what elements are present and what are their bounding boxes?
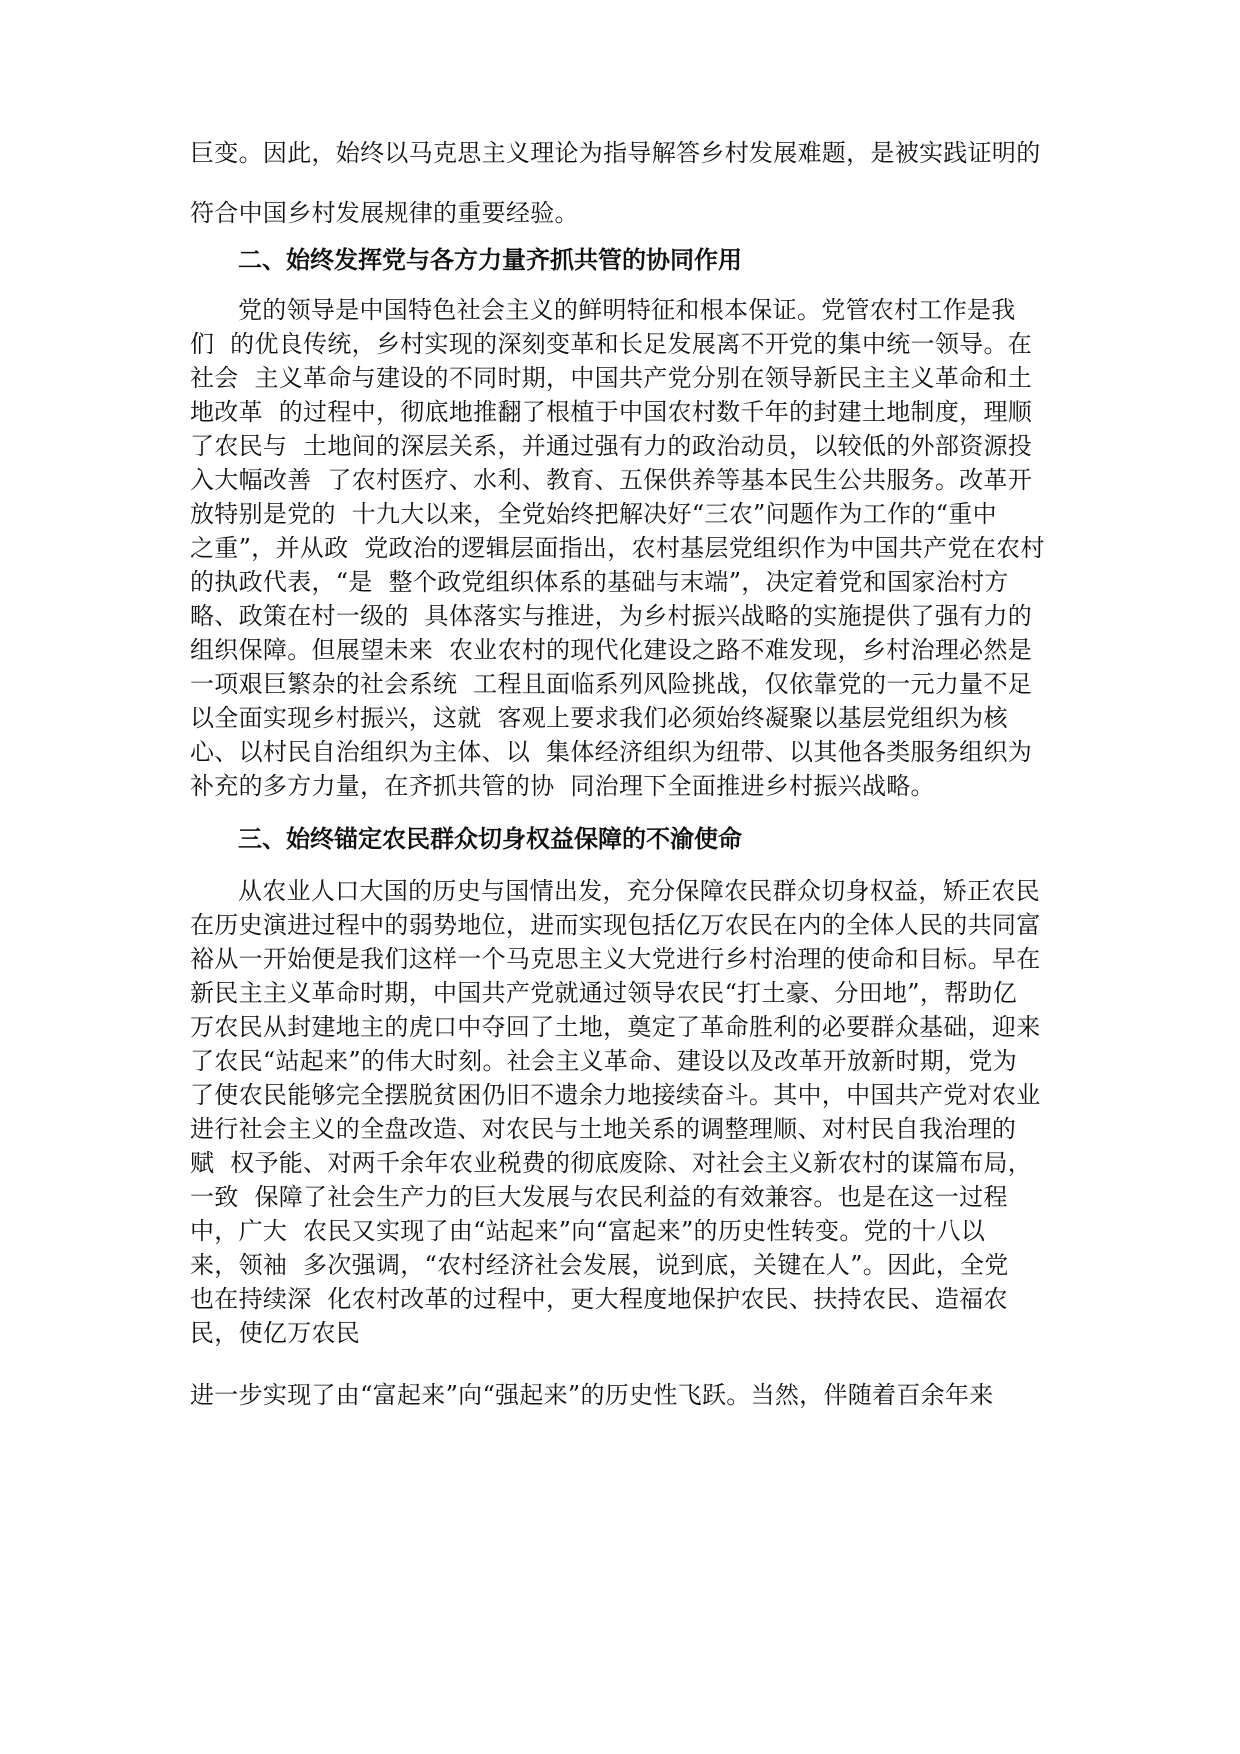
intro-line-1: 巨变。因此，始终以马克思主义理论为指导解答乡村发展难题，是被实践证明的 <box>190 139 1041 167</box>
section2-line-12: 一项艰巨繁杂的社会系统 工程且面临系列风险挑战，仅依靠党的一元力量不足 <box>190 670 1033 698</box>
section3-line-8: 进行社会主义的全盘改造、对农民与土地关系的调整理顺、对村民自我治理的 <box>190 1115 1017 1143</box>
section3-line-9: 赋 权予能、对两千余年农业税费的彻底废除、对社会主义新农村的谋篇布局， <box>190 1149 1033 1177</box>
section3-line-4: 新民主主义革命时期，中国共产党就通过领导农民“打土豪、分田地”，帮助亿 <box>190 979 1018 1007</box>
section2-line-5: 了农民与 土地间的深层关系，并通过强有力的政治动员，以较低的外部资源投 <box>190 432 1033 460</box>
section3-line-10: 一致 保障了社会生产力的巨大发展与农民利益的有效兼容。也是在这一过程 <box>190 1183 1008 1211</box>
section3-line-5: 万农民从封建地主的虎口中夺回了土地，奠定了革命胜利的必要群众基础，迎来 <box>190 1013 1041 1041</box>
section3-line-2: 在历史演进过程中的弱势地位，进而实现包括亿万农民在内的全体人民的共同富 <box>190 911 1041 939</box>
section3-line-3: 裕从一开始便是我们这样一个马克思主义大党进行乡村治理的使命和目标。早在 <box>190 945 1041 973</box>
section2-line-11: 组织保障。但展望未来 农业农村的现代化建设之路不难发现，乡村治理必然是 <box>190 636 1033 664</box>
section2-line-3: 社会 主义革命与建设的不同时期，中国共产党分别在领导新民主主义革命和土 <box>190 364 1033 392</box>
section3-line-11: 中，广大 农民又实现了由“站起来”向“富起来”的历史性转变。党的十八以 <box>190 1217 986 1245</box>
section2-line-2: 们 的优良传统，乡村实现的深刻变革和长足发展离不开党的集中统一领导。在 <box>190 330 1033 358</box>
section2-line-14: 心、以村民自治组织为主体、以 集体经济组织为纽带、以其他各类服务组织为 <box>190 738 1033 766</box>
section2-line-1: 党的领导是中国特色社会主义的鲜明特征和根本保证。党管农村工作是我 <box>238 296 1016 324</box>
section3-line-13: 也在持续深 化农村改革的过程中，更大程度地保护农民、扶持农民、造福农 <box>190 1285 1008 1313</box>
section2-line-15: 补充的多方力量，在齐抓共管的协 同治理下全面推进乡村振兴战略。 <box>190 772 935 800</box>
section2-line-10: 略、政策在村一级的 具体落实与推进，为乡村振兴战略的实施提供了强有力的 <box>190 602 1033 630</box>
section3-line-1: 从农业人口大国的历史与国情出发，充分保障农民群众切身权益，矫正农民 <box>238 877 1040 905</box>
section2-line-13: 以全面实现乡村振兴，这就 客观上要求我们必须始终凝聚以基层党组织为核 <box>190 704 1008 732</box>
section3-line-6: 了农民“站起来”的伟大时刻。社会主义革命、建设以及改革开放新时期，党为 <box>190 1047 1018 1075</box>
section-heading-2: 二、始终发挥党与各方力量齐抓共管的协同作用 <box>238 246 742 274</box>
section2-line-7: 放特别是党的 十九大以来，全党始终把解决好“三农”问题作为工作的“重中 <box>190 500 997 528</box>
intro-line-2: 符合中国乡村发展规律的重要经验。 <box>190 199 579 227</box>
section3-line-7: 了使农民能够完全摆脱贫困仍旧不遗余力地接续奋斗。其中，中国共产党对农业 <box>190 1081 1041 1109</box>
section-heading-3: 三、始终锚定农民群众切身权益保障的不渝使命 <box>238 825 742 853</box>
section2-line-8: 之重”，并从政 党政治的逻辑层面指出，农村基层党组织作为中国共产党在农村 <box>190 534 1045 562</box>
section2-line-6: 入大幅改善 了农村医疗、水利、教育、五保供养等基本民生公共服务。改革开 <box>190 466 1033 494</box>
section2-line-9: 的执政代表，“是 整个政党组织体系的基础与末端”，决定着党和国家治村方 <box>190 568 1009 596</box>
closing-line-1: 进一步实现了由“富起来”向“强起来”的历史性飞跃。当然，伴随着百余年来 <box>190 1381 994 1409</box>
section3-line-14: 民，使亿万农民 <box>190 1319 361 1347</box>
section2-line-4: 地改革 的过程中，彻底地推翻了根植于中国农村数千年的封建土地制度，理顺 <box>190 398 1033 426</box>
section3-line-12: 来，领袖 多次强调，“农村经济社会发展，说到底，关键在人”。因此，全党 <box>190 1251 1009 1279</box>
